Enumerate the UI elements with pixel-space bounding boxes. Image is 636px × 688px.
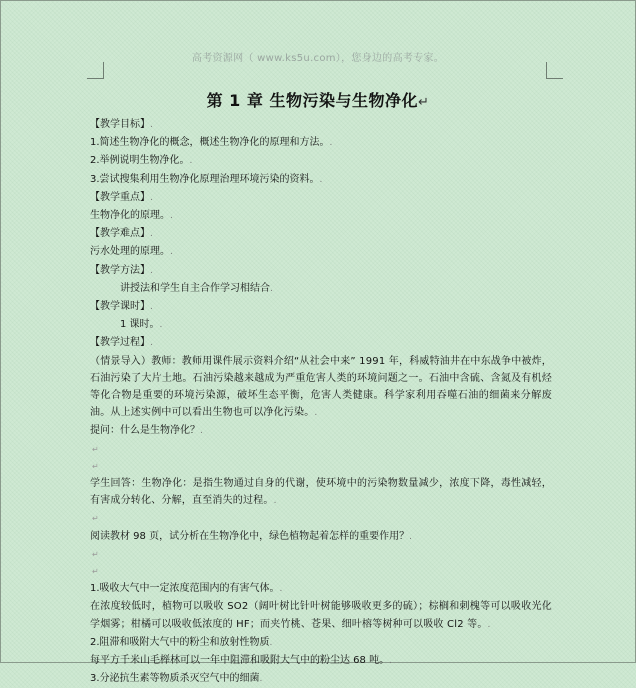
chapter-title [0, 88, 636, 111]
reading-question-text: 阅读教材 98 页，试分析在生物净化中，绿色植物起着怎样的重要作用？. [90, 530, 412, 542]
empty-paragraph [90, 458, 552, 475]
key-point-text: 生物净化的原理。. [90, 210, 173, 222]
student-answer-paragraph: 学生回答：生物净化：是指生物通过自身的代谢，使环境中的污染物数量减少，浓度下降，毒性减轻，有害成分转化、分解，直至消失的过程。. [90, 478, 552, 507]
document-body [90, 116, 552, 688]
page-header: 高考资源网（ www.ks5u.com），您身边的高考专家。 [191, 53, 445, 64]
question-text: 提问：什么是生物净化？. [90, 425, 203, 437]
point-one-heading: 1.吸收大气中一定浓度范围内的有害气体。. [90, 583, 283, 595]
heading-class-hours: 【教学课时】. [90, 301, 153, 313]
objective-item: 2.举例说明生物净化。. [90, 155, 193, 167]
heading-teaching-methods: 【教学方法】. [90, 264, 153, 276]
point-three-heading: 3.分泌抗生素等物质杀灭空气中的细菌. [90, 673, 263, 685]
heading-teaching-process: 【教学过程】. [90, 337, 153, 349]
heading-key-points: 【教学重点】. [90, 191, 153, 203]
empty-paragraph [90, 563, 552, 580]
objective-item: 1.简述生物净化的概念，概述生物净化的原理和方法。. [90, 137, 333, 149]
heading-teaching-objectives: 【教学目标】. [90, 119, 153, 130]
point-two-text: 每平方千米山毛榉林可以一年中阻滞和吸附大气中的粉尘达 68 吨。. [90, 655, 392, 667]
point-two-heading: 2.阻滞和吸附大气中的粉尘和放射性物质. [90, 636, 273, 648]
intro-paragraph: （情景导入）教师：教师用课件展示资料介绍“从社会中来” 1991 年，科威特油井在中东战争中被炸，石油污染了大片土地。石油污染越来越成为严重危害人类的环境问题之一。石油中含硫、含氮及有机烃等化合物是重要的环境污染源，破坏生态平衡，危害人类健康。科学家利用吞噬石油的细菌来分解废油。从上述实例中可以看出生物也可以净化污染。. [90, 355, 552, 419]
empty-paragraph [90, 546, 552, 563]
paragraph-mark: ↵ [417, 95, 430, 110]
class-hours-text: 1 课时。. [120, 319, 163, 331]
difficult-point-text: 污水处理的原理。. [90, 246, 173, 258]
teaching-method-text: 讲授法和学生自主合作学习相结合. [120, 282, 273, 294]
objective-item: 3.尝试搜集利用生物净化原理治理环境污染的资料。. [90, 173, 323, 185]
empty-paragraph [90, 441, 552, 458]
empty-paragraph [90, 510, 552, 527]
chapter-title-text: 第 1 章 生物污染与生物净化 [206, 91, 418, 110]
point-one-paragraph: 在浓度较低时，植物可以吸收 SO2（阔叶树比针叶树能够吸收更多的硫）；棕榈和刺槐等可以吸收光化学烟雾；柑橘可以吸收低浓度的 HF；而夹竹桃、苍果、细叶榕等树种可以吸收 Cl2 等。. [90, 601, 552, 630]
margin-corner-top-left [87, 62, 104, 79]
heading-difficult-points: 【教学难点】. [90, 228, 153, 240]
margin-corner-top-right [546, 62, 563, 79]
